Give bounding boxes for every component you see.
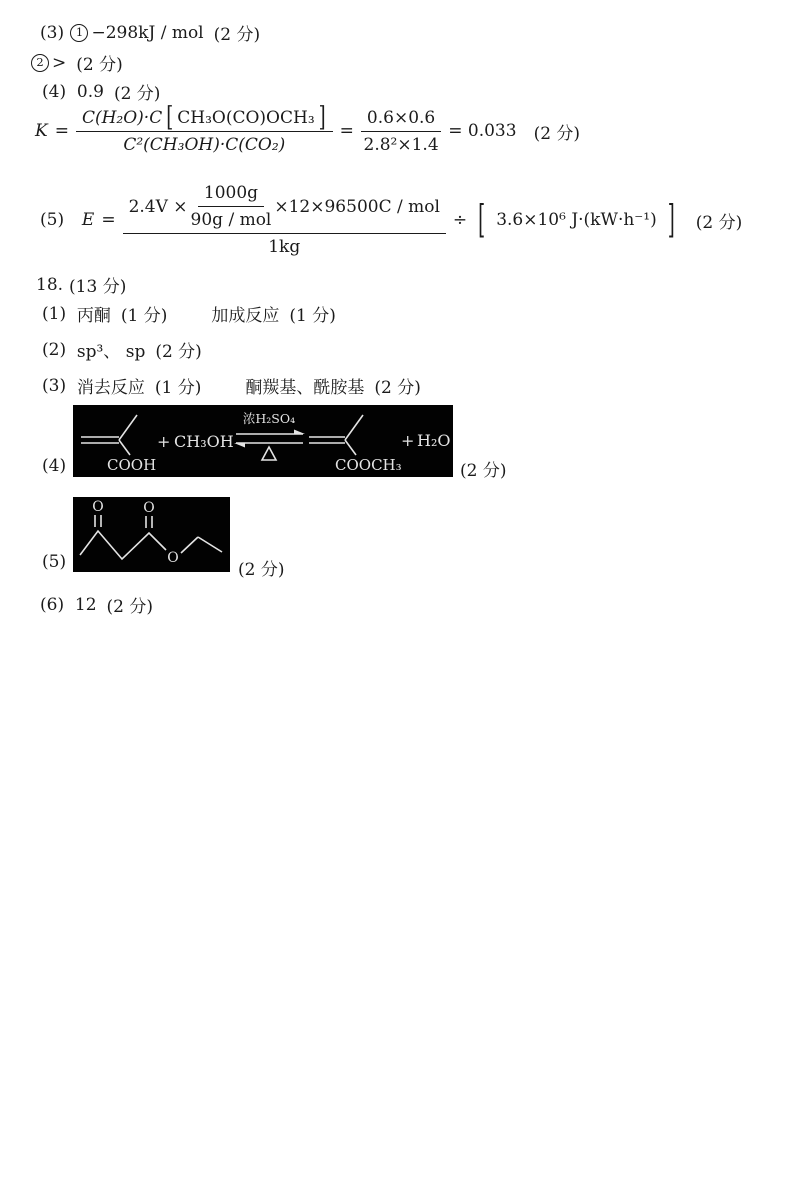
skeletal-bonds [80,515,222,559]
item-label: (3) [40,22,70,43]
answer-18-6 [40,592,153,617]
esterification-reaction-svg [73,405,453,477]
numerator-part-b: CH₃O(CO)OCH₃ [177,107,315,128]
numerator: 0.6×0.6 [361,108,441,132]
answer-17-4 [42,79,160,104]
answer-18-3 [42,373,421,398]
score-text: (2 分) [533,123,581,144]
catalyst-label: 浓H₂SO₄ [242,411,296,426]
circled-1-marker [70,24,88,42]
item-label: (3) [42,375,77,396]
right-bracket: ] [667,197,675,243]
oxygen-atom-label: O [167,550,179,566]
equals-sign: = [101,210,116,230]
equals-sign: = [54,121,69,141]
answer-value: 0.9 [76,81,104,102]
divide-sign: ÷ [452,210,468,230]
score-text: (2 分) [460,461,507,481]
equals-sign: = [339,121,354,141]
oxygen-atom-label: O [92,499,104,515]
answer-17-3-1 [40,20,260,45]
question-total-score: (13 分) [69,277,127,297]
product-label: H₂O [417,431,451,450]
delta-heat-icon [262,447,276,460]
answer-value: 消去反应 [76,378,145,398]
inner-denominator: 90g / mol [190,210,272,230]
oxygen-atom-label: O [143,500,155,516]
score-text: (2 分) [76,55,123,75]
item-label: (5) [40,210,75,230]
plus-sign: + [401,431,415,450]
score-text: (2 分) [155,342,202,362]
score-text: (1 分) [120,306,168,326]
ethyl-acetoacetate-structure-image [73,497,230,572]
item-label: (6) [40,594,75,615]
plus-sign: + [157,432,171,451]
answer-18-2 [42,337,202,362]
answer-18-1 [42,301,336,326]
answer-value: −298kJ / mol [91,22,204,43]
esterification-reaction-image [73,405,453,477]
score-text: (2 分) [113,84,161,104]
divisor-text: 3.6×10⁶ J·(kW·h⁻¹) [496,210,657,230]
formula-result: = 0.033 [448,121,517,141]
answer-value: > [52,52,67,73]
outer-fraction [123,183,446,257]
formula-lhs: E [81,210,95,230]
circled-1-digit: 1 [75,24,84,39]
right-bracket: ] [318,101,326,134]
denominator: 2.8²×1.4 [363,134,439,155]
circled-2-marker [31,54,49,72]
item-label: (4) [42,81,77,102]
score-text: (2 分) [213,25,261,45]
question-18-header [36,272,126,297]
numerator-part-b: ×12×96500C / mol [274,196,440,217]
circled-2-digit: 2 [36,54,44,69]
score-text: (2 分) [695,212,743,233]
score-text: (1 分) [289,306,336,326]
outer-denominator: 1kg [268,237,301,257]
numeric-fraction [361,108,441,155]
concentration-fraction [76,101,333,155]
answer-17-3-2 [30,50,123,75]
item-label: (2) [42,339,77,360]
answer-value: 丙酮 [76,306,111,326]
inner-fraction [191,183,272,230]
ethyl-acetoacetate-svg [73,497,230,572]
formula-lhs: K [35,121,48,141]
score-text: (2 分) [106,597,154,617]
item-label: (4) [42,456,67,476]
reagent-label: CH₃OH [174,432,234,451]
denominator: C²(CH₃OH)·C(CO₂) [123,135,286,155]
item-label: (5) [42,552,67,572]
score-text: (2 分) [374,378,421,398]
numerator-part-a: C(H₂O)·C [81,107,163,128]
left-bracket: [ [166,101,174,134]
score-text: (2 分) [238,560,285,580]
answer-value: 12 [74,594,97,615]
numerator-part-a: 2.4V × [128,196,188,217]
left-bracket: [ [478,197,486,243]
right-group-label: COOCH₃ [335,456,402,474]
answer-value: 酮羰基、酰胺基 [245,378,365,398]
question-number: 18. [36,274,64,295]
score-text: (1 分) [154,378,202,398]
answer-value: 加成反应 [211,306,280,326]
item-label: (1) [42,303,77,324]
left-group-label: COOH [107,456,157,474]
equilibrium-constant-formula [35,101,581,155]
inner-numerator: 1000g [198,183,264,207]
answer-value: sp³、 sp [76,342,146,362]
energy-formula [40,183,742,257]
arrowheads [234,430,305,448]
